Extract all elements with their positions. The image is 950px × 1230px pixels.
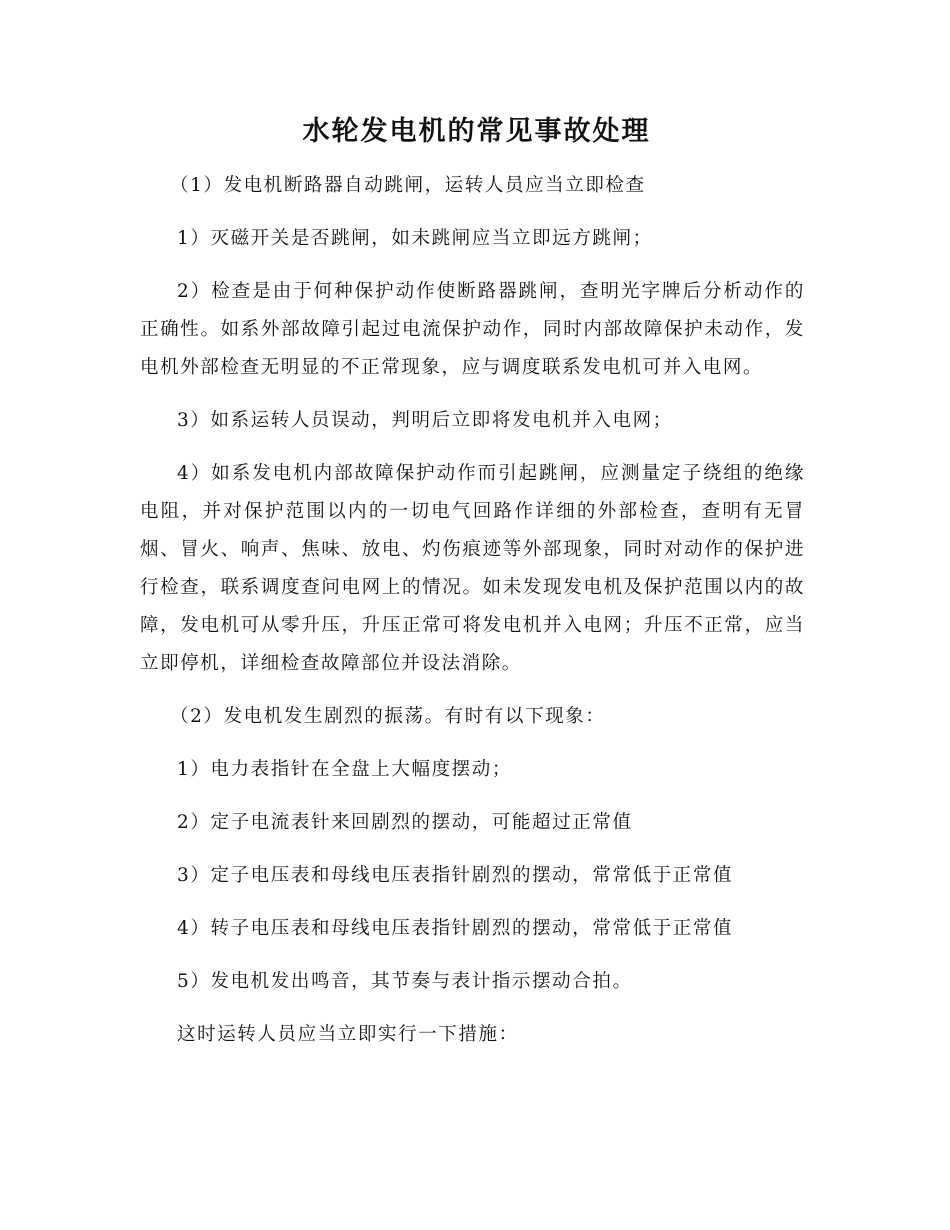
section2-item-2: 2）定子电流表针来回剧烈的摆动，可能超过正常值 [177,812,633,833]
closing-line: 这时运转人员应当立即实行一下措施： [177,1024,519,1045]
section1-item-2: 2）检查是由于何种保护动作使断路器跳闸，查明光字牌后分析动作的正确性。如系外部故障引起过电流保护动作，同时内部故障保护未动作，发电机外部检查无明显的不正常现象，应与调度联系发电机可并入电网。 [140,281,805,378]
section2-heading: （2）发电机发生剧烈的振荡。有时有以下现象： [170,706,606,727]
document-page [140,112,805,1054]
page-title: 水轮发电机的常见事故处理 [302,116,651,147]
section2-item-1: 1）电力表指针在全盘上大幅度摆动； [177,759,512,780]
section2-item-5: 5）发电机发出鸣音，其节奏与表计指示摆动合拍。 [177,971,633,992]
section1-item-3: 3）如系运转人员误动，判明后立即将发电机并入电网； [177,410,673,431]
section2-item-3: 3）定子电压表和母线电压表指针剧烈的摆动，常常低于正常值 [177,865,734,886]
section1-item-4: 4）如系发电机内部故障保护动作而引起跳闸，应测量定子绕组的绝缘电阻，并对保护范围以内的一切电气回路作详细的外部检查，查明有无冒烟、冒火、响声、焦味、放电、灼伤痕迹等外部现象，同时对动作的保护进行检查，联系调度查问电网上的情况。如未发现发电机及保护范围以内的故障，发电机可从零升压，升压正常可将发电机并入电网；升压不正常，应当立即停机，详细检查故障部位并设法消除。 [140,463,805,674]
section1-heading: （1）发电机断路器自动跳闸，运转人员应当立即检查 [170,175,646,196]
section1-item-1: 1）灭磁开关是否跳闸，如未跳闸应当立即远方跳闸； [177,228,653,249]
section2-item-4: 4）转子电压表和母线电压表指针剧烈的摆动，常常低于正常值 [177,918,734,939]
